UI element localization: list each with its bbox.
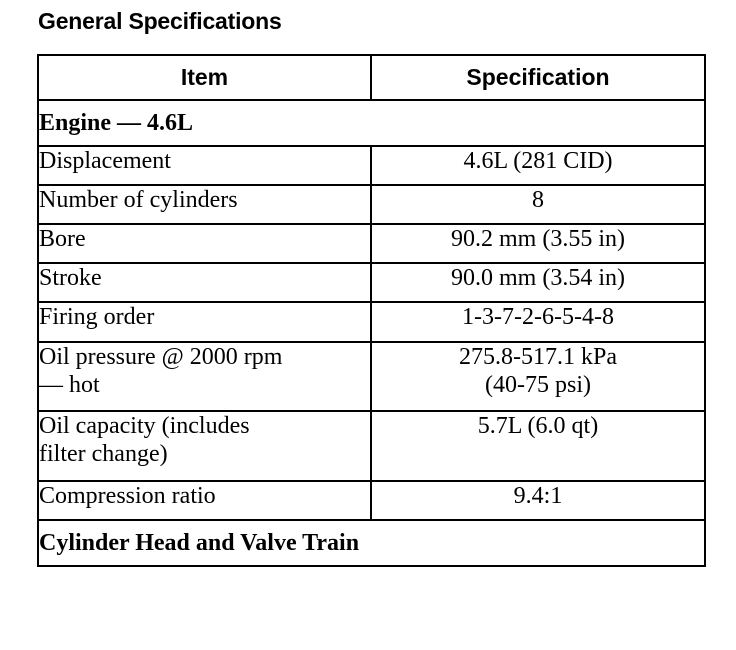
column-header-item: Item	[38, 55, 371, 100]
spec-text: 8	[532, 187, 544, 213]
table-row	[38, 302, 705, 342]
item-text: Bore	[39, 226, 86, 252]
table-row	[38, 481, 705, 520]
spec-text: 90.2 mm (3.55 in)	[451, 226, 625, 252]
spec-cell	[371, 263, 705, 302]
item-cell	[38, 185, 371, 224]
section-row-engine	[38, 100, 705, 146]
item-text-line: Oil capacity (includes	[39, 413, 250, 439]
table-header-row	[38, 55, 705, 100]
item-text-line: — hot	[39, 372, 100, 398]
spec-text: 1-3-7-2-6-5-4-8	[462, 304, 614, 330]
spec-cell	[371, 411, 705, 481]
spec-cell	[371, 185, 705, 224]
spec-text-line: (40-75 psi)	[485, 372, 591, 398]
spec-cell	[371, 481, 705, 520]
item-cell	[38, 224, 371, 263]
item-cell	[38, 342, 371, 411]
table-row	[38, 224, 705, 263]
item-cell	[38, 146, 371, 185]
item-text: Stroke	[39, 265, 102, 291]
spec-cell	[371, 342, 705, 411]
column-header-specification: Specification	[371, 55, 705, 100]
table-row	[38, 342, 705, 411]
item-text: Displacement	[39, 148, 171, 174]
item-text-line: filter change)	[39, 441, 168, 467]
section-row-cylinder-head	[38, 520, 705, 566]
spec-text: 9.4:1	[513, 483, 563, 509]
table-row	[38, 146, 705, 185]
table-row	[38, 411, 705, 481]
spec-text: 90.0 mm (3.54 in)	[451, 265, 625, 291]
item-text: Compression ratio	[39, 483, 216, 509]
spec-text-line: 275.8-517.1 kPa	[459, 344, 617, 370]
section-heading: Cylinder Head and Valve Train	[38, 520, 705, 566]
page-title: General Specifications	[38, 8, 282, 34]
spec-text: 4.6L (281 CID)	[463, 148, 613, 174]
spec-cell	[371, 146, 705, 185]
item-text-line: Oil pressure @ 2000 rpm	[39, 344, 283, 370]
section-heading: Engine — 4.6L	[38, 100, 705, 146]
item-cell	[38, 481, 371, 520]
spec-text: 5.7L (6.0 qt)	[477, 413, 599, 439]
spec-cell	[371, 302, 705, 342]
item-cell	[38, 302, 371, 342]
item-cell	[38, 411, 371, 481]
specifications-table	[37, 54, 706, 567]
item-text: Firing order	[39, 304, 155, 330]
table-row	[38, 263, 705, 302]
spec-cell	[371, 224, 705, 263]
item-cell	[38, 263, 371, 302]
item-text: Number of cylinders	[39, 187, 238, 213]
table-row	[38, 185, 705, 224]
